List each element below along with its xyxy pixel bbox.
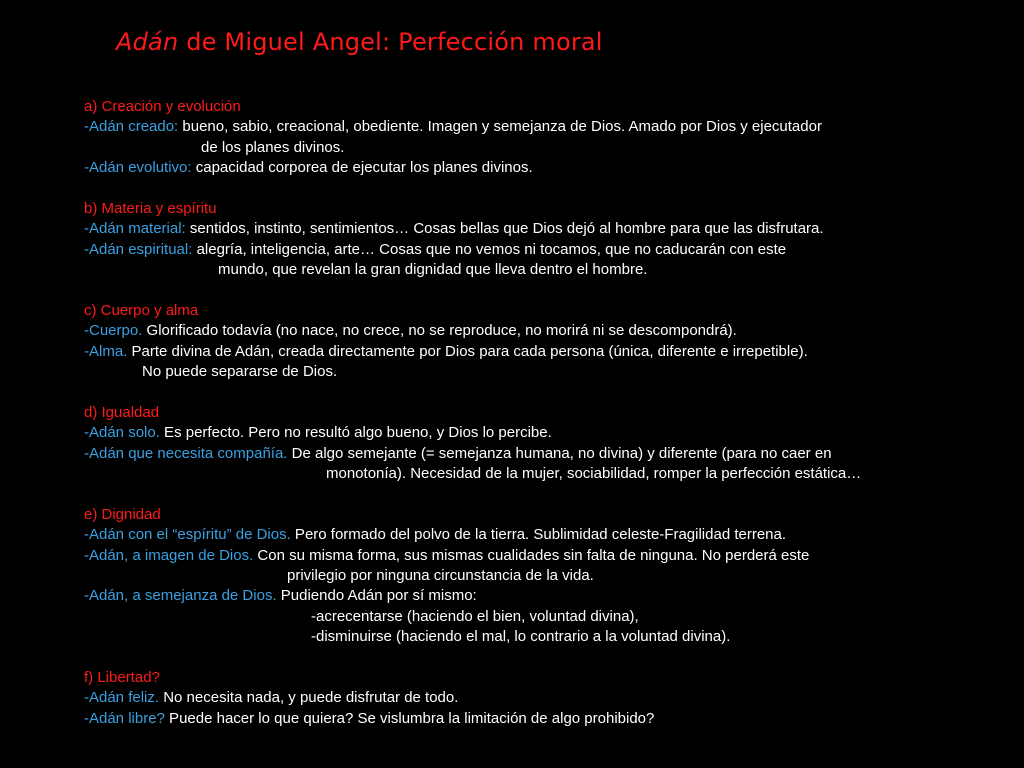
section-a-heading: a) Creación y evolución [84, 98, 241, 115]
section-a-text-1: bueno, sabio, creacional, obediente. Imagen y semejanza de Dios. Amado por Dios y ejecutador [178, 118, 822, 136]
section-f-line-2 [84, 709, 1004, 729]
spacer [84, 281, 1004, 301]
spacer [84, 179, 1004, 199]
section-a-text-1-cont: de los planes divinos. [201, 138, 345, 156]
section-a-line-1 [84, 117, 1004, 137]
section-e-label-2: -Adán, a imagen de Dios. [84, 546, 254, 564]
section-a-line-2 [84, 158, 1004, 178]
section-b-label-2: -Adán espiritual: [84, 240, 193, 258]
section-d-text-2-cont: monotonía). Necesidad de la mujer, sociabilidad, romper la perfección estática… [326, 465, 862, 483]
section-e-label-3: -Adán, a semejanza de Dios. [84, 587, 277, 605]
spacer [84, 648, 1004, 668]
section-c-text-2: Parte divina de Adán, creada directamente por Dios para cada persona (única, diferente e irrepetible). [127, 342, 808, 360]
section-b-text-1: sentidos, instinto, sentimientos… Cosas bellas que Dios dejó al hombre para que las disfrutara. [185, 220, 824, 238]
section-b-heading: b) Materia y espíritu [84, 199, 217, 217]
section-a-text-2: capacidad corporea de ejecutar los planes divinos. [191, 159, 533, 177]
section-f-line-1 [84, 688, 1004, 708]
title-italic: Adán [116, 28, 179, 56]
section-d-text-1: Es perfecto. Pero no resultó algo bueno, y Dios lo percibe. [159, 424, 552, 442]
section-b-line-2 [84, 240, 1004, 260]
section-c-line-2 [84, 342, 1004, 362]
title-rest: de Miguel Angel: Perfección moral [178, 28, 603, 56]
section-b-text-2: alegría, inteligencia, arte… Cosas que no vemos ni tocamos, que no caducarán con este [192, 240, 787, 258]
section-e-text-3: Pudiendo Adán por sí mismo: [276, 587, 477, 605]
spacer [84, 484, 1004, 504]
section-d-label-1: -Adán solo. [84, 424, 160, 442]
section-e-sub-1: -acrecentarse (haciendo el bien, voluntad divina), [311, 607, 639, 625]
section-d-line-1 [84, 423, 1004, 443]
section-d-heading: d) Igualdad [84, 403, 160, 421]
section-b-label-1: -Adán material: [84, 220, 186, 238]
section-f-label-1: -Adán feliz. [84, 689, 160, 707]
section-e-line-3 [84, 586, 1004, 606]
section-c-line-1 [84, 321, 1004, 341]
section-e-text-1: Pero formado del polvo de la tierra. Sublimidad celeste-Fragilidad terrena. [290, 526, 787, 544]
section-e-line-2 [84, 546, 1004, 566]
slide-title [116, 28, 603, 56]
section-b-line-1 [84, 219, 1004, 239]
section-d-label-2: -Adán que necesita compañía. [84, 444, 288, 462]
section-c-heading: c) Cuerpo y alma [84, 301, 199, 319]
section-e-text-2: Con su misma forma, sus mismas cualidades sin falta de ninguna. No perderá este [253, 546, 810, 564]
section-e-heading: e) Dignidad [84, 505, 161, 523]
slide-body [84, 97, 1004, 729]
section-f-text-2: Puede hacer lo que quiera? Se vislumbra la limitación de algo prohibido? [164, 709, 655, 727]
section-f-heading: f) Libertad? [84, 668, 160, 686]
section-e-label-1: -Adán con el “espíritu” de Dios. [84, 526, 291, 544]
section-f-text-1: No necesita nada, y puede disfrutar de todo. [159, 689, 459, 707]
section-f-label-2: -Adán libre? [84, 709, 165, 727]
section-a-label-1: -Adán creado: [84, 118, 179, 136]
section-d-text-2: De algo semejante (= semejanza humana, no divina) y diferente (para no caer en [287, 444, 832, 462]
spacer [84, 382, 1004, 402]
section-e-text-2-cont: privilegio por ninguna circunstancia de la vida. [287, 566, 594, 584]
section-b-text-2-cont: mundo, que revelan la gran dignidad que lleva dentro el hombre. [218, 261, 648, 279]
section-c-text-2-cont: No puede separarse de Dios. [142, 363, 338, 381]
section-c-text-1: Glorificado todavía (no nace, no crece, no se reproduce, no morirá ni se descompondrá). [142, 322, 737, 340]
section-d-line-2 [84, 444, 1004, 464]
section-e-sub-2: -disminuirse (haciendo el mal, lo contrario a la voluntad divina). [311, 628, 731, 646]
section-e-line-1 [84, 525, 1004, 545]
section-c-label-2: -Alma. [84, 342, 128, 360]
section-a-label-2: -Adán evolutivo: [84, 159, 192, 177]
section-c-label-1: -Cuerpo. [84, 322, 143, 340]
